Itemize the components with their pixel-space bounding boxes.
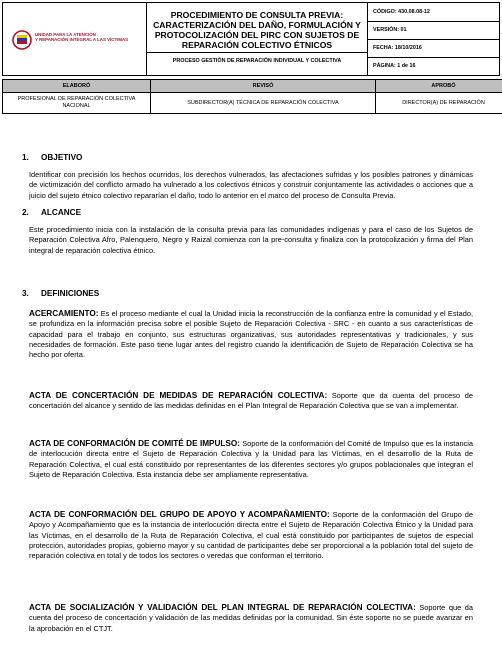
section-title: ALCANCE	[41, 208, 82, 217]
doc-version: VERSIÓN: 01	[368, 22, 499, 40]
document-meta	[368, 3, 500, 76]
definition-text: Es el proceso mediante el cual la Unidad inicia la reconstrucción de la confianza entre la comunidad y el Estado, se profundiza en la información precisa sobre el posible Sujeto de Reparación Colectiva - SRC - en cuanto a sus características de capacidad para el trabajo en conjunto, sus estructuras organizativas, sus autoridades representativas y tradicionales, y sus necesidades de formación. Este paso tiene lugar antes del registro cuando la identificación de Sujeto de Reparación Colectiva se ha hecho por oferta.	[29, 309, 473, 360]
process-name: PROCESO GESTIÓN DE REPARACIÓN INDIVIDUAL Y COLECTIVA	[147, 52, 367, 69]
section-heading-alcance	[22, 208, 81, 217]
doc-code: CÓDIGO: 430.08.08-12	[368, 4, 499, 22]
document-header	[2, 2, 500, 76]
elaboro-value: PROFESIONAL DE REPARACIÓN COLECTIVA NACIONAL	[3, 93, 151, 114]
section-number: 3.	[22, 289, 29, 298]
title-cell	[147, 3, 368, 76]
document-title: PROCEDIMIENTO DE CONSULTA PREVIA: CARACTERIZACIÓN DEL DAÑO, FORMULACIÓN Y PROTOCOLIZACIÓN DEL PIRC CON SUJETOS DE REPARACIÓN COLECTIVO ÉTNICOS	[153, 10, 361, 50]
doc-date: FECHA: 18/10/2016	[368, 40, 499, 58]
definition-text: Soporte que da cuenta del proceso de concertación del alcance y sentido de las medidas definidas en el Plan Integral de Reparación Colectiva que se van a implementar.	[29, 391, 473, 411]
section-number: 2.	[22, 208, 29, 217]
definition-item	[29, 391, 473, 412]
objetivo-paragraph: Identificar con precisión los hechos ocurridos, los derechos vulnerados, las afectaciones sufridas y los posibles patrones y dinámicas de victimización del conflicto armado ha vulnerado a los colectivos étnicos y construir conjuntamente las actividades o acciones que a juicio del sujeto étnico colectivo repararían el daño, todo lo anterior en el marco del proceso de Consulta Previa.	[29, 170, 473, 200]
definition-item	[29, 603, 473, 634]
definition-term: ACTA DE CONFORMACIÓN DE COMITÉ DE IMPULSO:	[29, 439, 240, 448]
definition-term: ACERCAMIENTO:	[29, 309, 99, 318]
aprobo-value: DIRECTOR(A) DE REPARACIÓN	[376, 93, 502, 114]
signature-table	[2, 79, 502, 114]
unidad-victimas-logo	[11, 28, 139, 52]
definition-text: Soporte de la conformación del Comité de Impulso que es la instancia de interlocución directa entre el Sujeto de Reparación Colectiva y la Unidad para las Víctimas, en el desarrollo de la Ruta de Reparación Colectiva, el cual está constituido por representantes de los diferentes sectores y/o grupos poblacionales que integran el Sujeto de Reparación Colectiva. Esta instancia debe ser ampliamente representativa.	[29, 439, 474, 479]
definition-term: ACTA DE CONCERTACIÓN DE MEDIDAS DE REPARACIÓN COLECTIVA:	[29, 391, 328, 400]
section-number: 1.	[22, 153, 29, 162]
doc-page: PÁGINA: 1 de 16	[373, 62, 416, 69]
elaboro-header: ELABORÓ	[3, 80, 151, 93]
section-title: DEFINICIONES	[41, 289, 100, 298]
definition-term: ACTA DE SOCIALIZACIÓN Y VALIDACIÓN DEL PLAN INTEGRAL DE REPARACIÓN COLECTIVA:	[29, 603, 416, 612]
definition-item	[29, 309, 473, 360]
reviso-header: REVISÓ	[151, 80, 376, 93]
section-heading-objetivo	[22, 153, 82, 162]
definition-item	[29, 510, 473, 561]
section-heading-definiciones	[22, 289, 99, 298]
reviso-value: SUBDIRECTOR(A) TÉCNICA DE REPARACIÓN COLECTIVA	[151, 93, 376, 114]
logo-text-line2: Y REPARACIÓN INTEGRAL A LAS VÍCTIMAS	[35, 37, 129, 43]
definition-term: ACTA DE CONFORMACIÓN DEL GRUPO DE APOYO Y ACOMPAÑAMIENTO:	[29, 510, 330, 519]
colombia-shield-icon	[11, 28, 33, 52]
definition-text: Soporte de la conformación del Grupo de Apoyo y Acompañamiento que es la instancia de interlocución directa entre el Sujeto de Reparación Colectiva Étnico y la Unidad para las Víctimas, en el desarrollo de la Ruta de Reparación Colectiva, el cual está constituido por participantes de sujetos de especial protección, autoridades propias, gobierno mayor y su cantidad de participantes debe ser proporcional a la población total del sujeto de reparación colectiva en total y de todos los sectores o veredas que conforman el territorio.	[29, 510, 473, 561]
alcance-paragraph: Este procedimiento inicia con la instalación de la consulta previa para las comunidades indígenas y para el caso de los Sujetos de Reparación Colectiva Afro, Palenquero, Negro y Raizal comienza con la pre-consulta y finaliza con la protocolización y firma del Plan integral de reparación colectiva étnico.	[29, 225, 473, 255]
logo-cell	[3, 3, 147, 76]
section-title: OBJETIVO	[41, 153, 83, 162]
definition-text: Soporte que da cuenta del proceso de concertación y validación de las medidas definidas por la comunidad. Sin éste soporte no se puede avanzar en la aprobación en el CTJT.	[29, 603, 473, 633]
definition-item	[29, 439, 473, 480]
logo-text-line1: UNIDAD PARA LA ATENCIÓN	[35, 32, 96, 37]
aprobo-header: APROBÓ	[376, 80, 502, 93]
